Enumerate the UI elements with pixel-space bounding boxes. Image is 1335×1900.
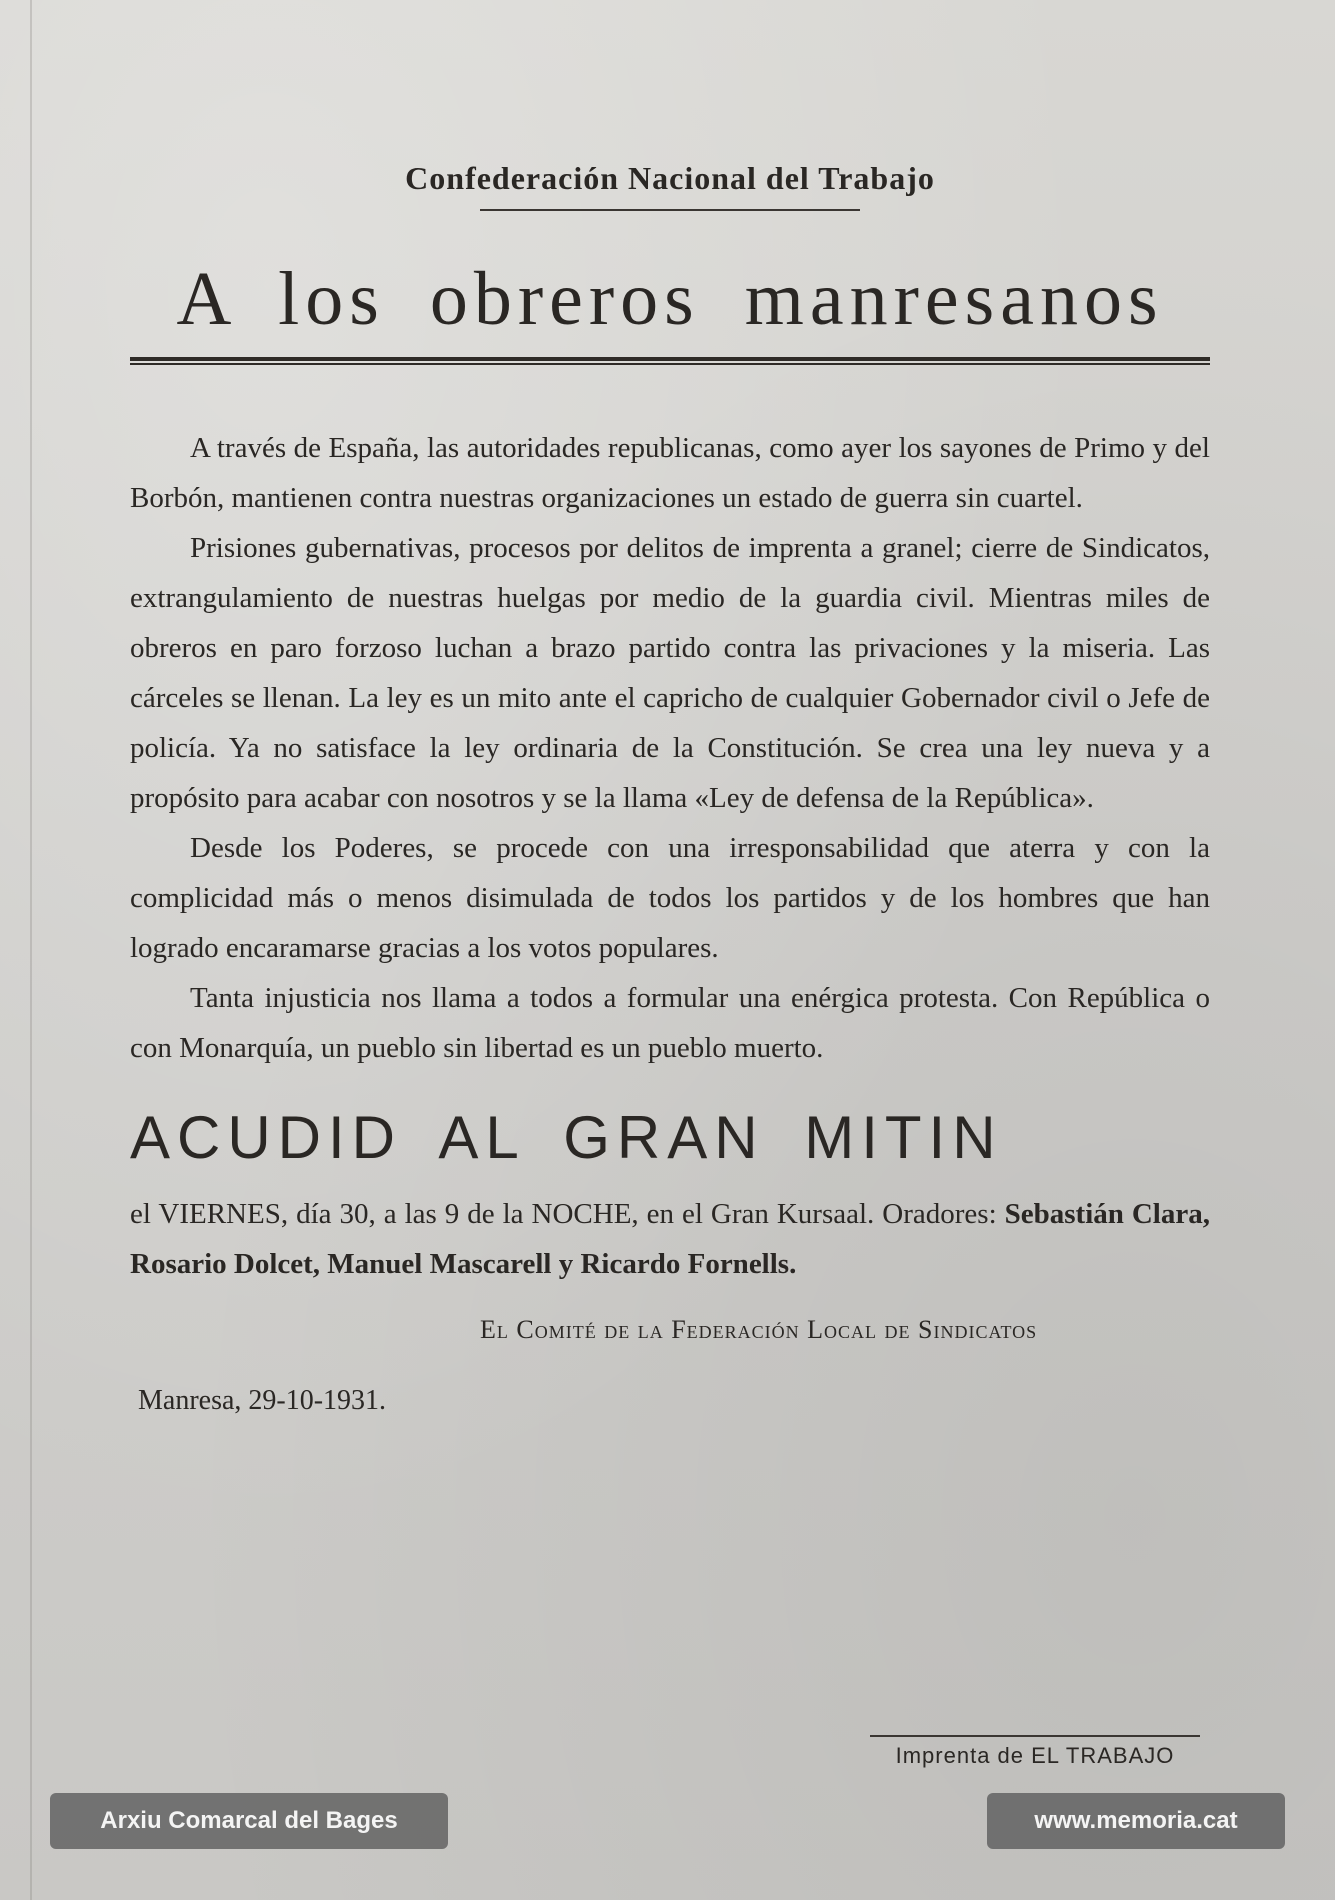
committee-signature: El Comité de la Federación Local de Sindicatos	[480, 1315, 1038, 1344]
printer-credit	[870, 1735, 1200, 1769]
call-to-action: ACUDID AL GRAN MITIN	[130, 1104, 1003, 1171]
paragraph-1: A través de España, las autoridades republicanas, como ayer los sayones de Primo y del Borbón, mantienen contra nuestras organizaciones un estado de guerra sin cuartel.	[130, 432, 1210, 514]
paragraph-4: Tanta injusticia nos llama a todos a formular una enérgica protesta. Con República o con Monarquía, un pueblo sin libertad es un pueblo muerto.	[130, 982, 1210, 1064]
organization-underline	[480, 209, 860, 211]
printer-rule	[870, 1735, 1200, 1737]
headline-underline	[130, 357, 1210, 365]
printer-text: Imprenta de EL TRABAJO	[895, 1743, 1175, 1768]
meeting-details-text: el VIERNES, día 30, a las 9 de la NOCHE, en el Gran Kursaal. Oradores:	[130, 1198, 1005, 1230]
paper-fold-line	[30, 0, 32, 1900]
poster-content	[130, 140, 1210, 1417]
meeting-details	[130, 1189, 1210, 1289]
paragraph-2: Prisiones gubernativas, procesos por delitos de imprenta a granel; cierre de Sindicatos, extrangulamiento de nuestras huelgas por medio de la guardia civil. Mientras miles de obreros en paro forzoso luchan a brazo partido contra las privaciones y la miseria. Las cárceles se llenan. La ley es un mito ante el capricho de cualquier Gobernador civil o Jefe de policía. Ya no satisface la ley ordinaria de la Constitución. Se crea una ley nueva y a propósito para acabar con nosotros y se la llama «Ley de defensa de la República».	[130, 532, 1210, 814]
archive-watermark: Arxiu Comarcal del Bages	[50, 1793, 448, 1849]
poster-headline: A los obreros manresanos	[176, 257, 1164, 341]
place-and-date: Manresa, 29-10-1931.	[138, 1385, 387, 1416]
speakers-list: Sebastián Clara, Rosario Dolcet, Manuel Mascarell y Ricardo Fornells.	[130, 1198, 1210, 1280]
organization-name: Confederación Nacional del Trabajo	[405, 160, 935, 196]
website-watermark: www.memoria.cat	[987, 1793, 1285, 1849]
paragraph-3: Desde los Poderes, se procede con una irresponsabilidad que aterra y con la complicidad más o menos disimulada de todos los partidos y de los hombres que han logrado encaramarse gracias a los votos populares.	[130, 832, 1210, 964]
